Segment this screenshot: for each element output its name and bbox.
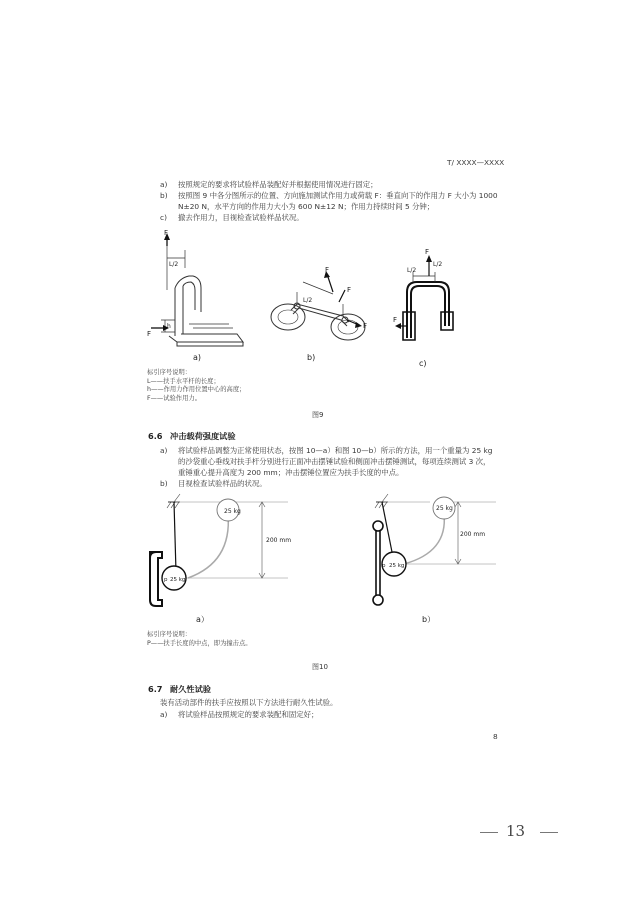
fig10b-sublabel: b） bbox=[422, 615, 436, 624]
section-6-7-intro: 装有活动部件的扶手应按照以下方法进行耐久性试验。 bbox=[160, 698, 338, 707]
fig10b-p-label: p bbox=[382, 563, 386, 569]
section-6-6-title: 冲击载荷强度试验 bbox=[170, 431, 236, 441]
s66-mark-a: a) bbox=[160, 446, 168, 455]
s66-item-a: 将试验样品调整为正常使用状态，按图 10—a）和图 10—b）所示的方法，用一个重量为 25 kg bbox=[178, 446, 493, 455]
figure10-caption: 图10 bbox=[312, 663, 328, 671]
page-number-right-rule bbox=[540, 832, 558, 833]
section-6-6-number: 6.6 bbox=[148, 431, 163, 441]
section-6-7-title: 耐久性试验 bbox=[170, 684, 211, 694]
fig10b-weight-top: 25 kg bbox=[436, 505, 453, 512]
s67-mark-a: a) bbox=[160, 710, 168, 719]
fig9a-height-label: h bbox=[167, 323, 171, 330]
figure9-legend-title: 标引序号说明： bbox=[147, 369, 192, 376]
fig10a-p-label: p bbox=[164, 577, 168, 583]
fig10a-weight-top: 25 kg bbox=[224, 508, 241, 515]
figure9-legend-item: L——扶手水平杆的长度； bbox=[147, 377, 220, 385]
figure9-legend-item: h——作用力作用位置中心的高度； bbox=[147, 386, 246, 394]
figure10-b-drawing bbox=[370, 492, 500, 627]
intro-mark-b: b) bbox=[160, 191, 168, 200]
figure9-a-drawing bbox=[145, 228, 260, 363]
figure10-legend bbox=[147, 631, 252, 648]
s66-item-b: 目视检查试验样品的状况。 bbox=[178, 479, 267, 488]
fig9c-side-force-label: F bbox=[393, 316, 398, 324]
s66-mark-b: b) bbox=[160, 479, 168, 488]
intro-mark-c: c) bbox=[160, 213, 167, 222]
fig10a-sublabel: a） bbox=[196, 615, 209, 624]
figure10-legend-title: 标引序号说明： bbox=[147, 631, 192, 638]
fig10a-height-label: 200 mm bbox=[266, 537, 292, 544]
fig9a-sublabel: a) bbox=[193, 353, 202, 362]
fig9a-side-force-label: F bbox=[147, 330, 152, 338]
fig9c-sublabel: c) bbox=[419, 359, 427, 368]
fig10b-weight-bottom: 25 kg bbox=[389, 563, 405, 569]
fig9b-force-label-1: F bbox=[325, 266, 330, 274]
fig9c-force-label: F bbox=[425, 248, 430, 256]
fig9b-sublabel: b) bbox=[307, 353, 316, 362]
document-code: T/ XXXX—XXXX bbox=[447, 158, 505, 167]
fig9c-length-label-1: L/2 bbox=[433, 261, 443, 268]
fig9c-length-label-2: L/2 bbox=[407, 267, 417, 274]
page-number: 13 bbox=[506, 822, 526, 840]
fig9b-length-label: L/2 bbox=[303, 297, 313, 304]
intro-item-a: 按照规定的要求将试验样品装配好并根据使用情况进行固定； bbox=[178, 180, 378, 189]
page-number-left-rule bbox=[480, 832, 498, 833]
fig10a-weight-bottom: 25 kg bbox=[170, 577, 186, 583]
figure10-a-drawing bbox=[140, 492, 290, 627]
figure9-b-drawing bbox=[263, 262, 383, 365]
s66-item-a-cont: 的沙袋重心垂线对扶手杆分别进行正面冲击摆锤试验和侧面冲击摆锤测试，每项连续测试 3 次， bbox=[178, 457, 491, 466]
fig10b-height-label: 200 mm bbox=[460, 531, 486, 538]
s67-item-a: 将试验样品按照规定的要求装配和固定好； bbox=[178, 710, 319, 719]
figure10-legend-item: P——扶手长度的中点，即为撞击点。 bbox=[147, 639, 252, 647]
fig9b-force-label-3: F bbox=[363, 322, 368, 330]
s66-item-a-cont: 重锤重心提升高度为 200 mm；冲击摆锤位置应为扶手长度的中点。 bbox=[178, 468, 404, 477]
figure9-legend-item: F——试验作用力。 bbox=[147, 394, 201, 402]
figure9-caption: 图9 bbox=[312, 411, 324, 419]
fig9a-force-label: F bbox=[164, 229, 169, 237]
figure9-c-drawing bbox=[393, 246, 468, 368]
intro-item-c: 撤去作用力，目视检查试验样品状况。 bbox=[178, 213, 304, 222]
intro-mark-a: a) bbox=[160, 180, 168, 189]
section-6-7-number: 6.7 bbox=[148, 684, 163, 694]
figure9-legend bbox=[147, 369, 245, 403]
fig9a-length-label: L/2 bbox=[169, 261, 179, 268]
fig9b-force-label-2: F bbox=[347, 286, 352, 294]
inner-page-number: 8 bbox=[493, 732, 498, 741]
intro-item-b: 按照图 9 中各分图所示的位置、方向施加测试作用力或荷载 F：垂直向下的作用力 F 大小为 1000 bbox=[178, 191, 498, 200]
intro-item-b-cont: N±20 N，水平方向的作用力大小为 600 N±12 N；作用力持续时间 5 分钟； bbox=[178, 202, 435, 211]
